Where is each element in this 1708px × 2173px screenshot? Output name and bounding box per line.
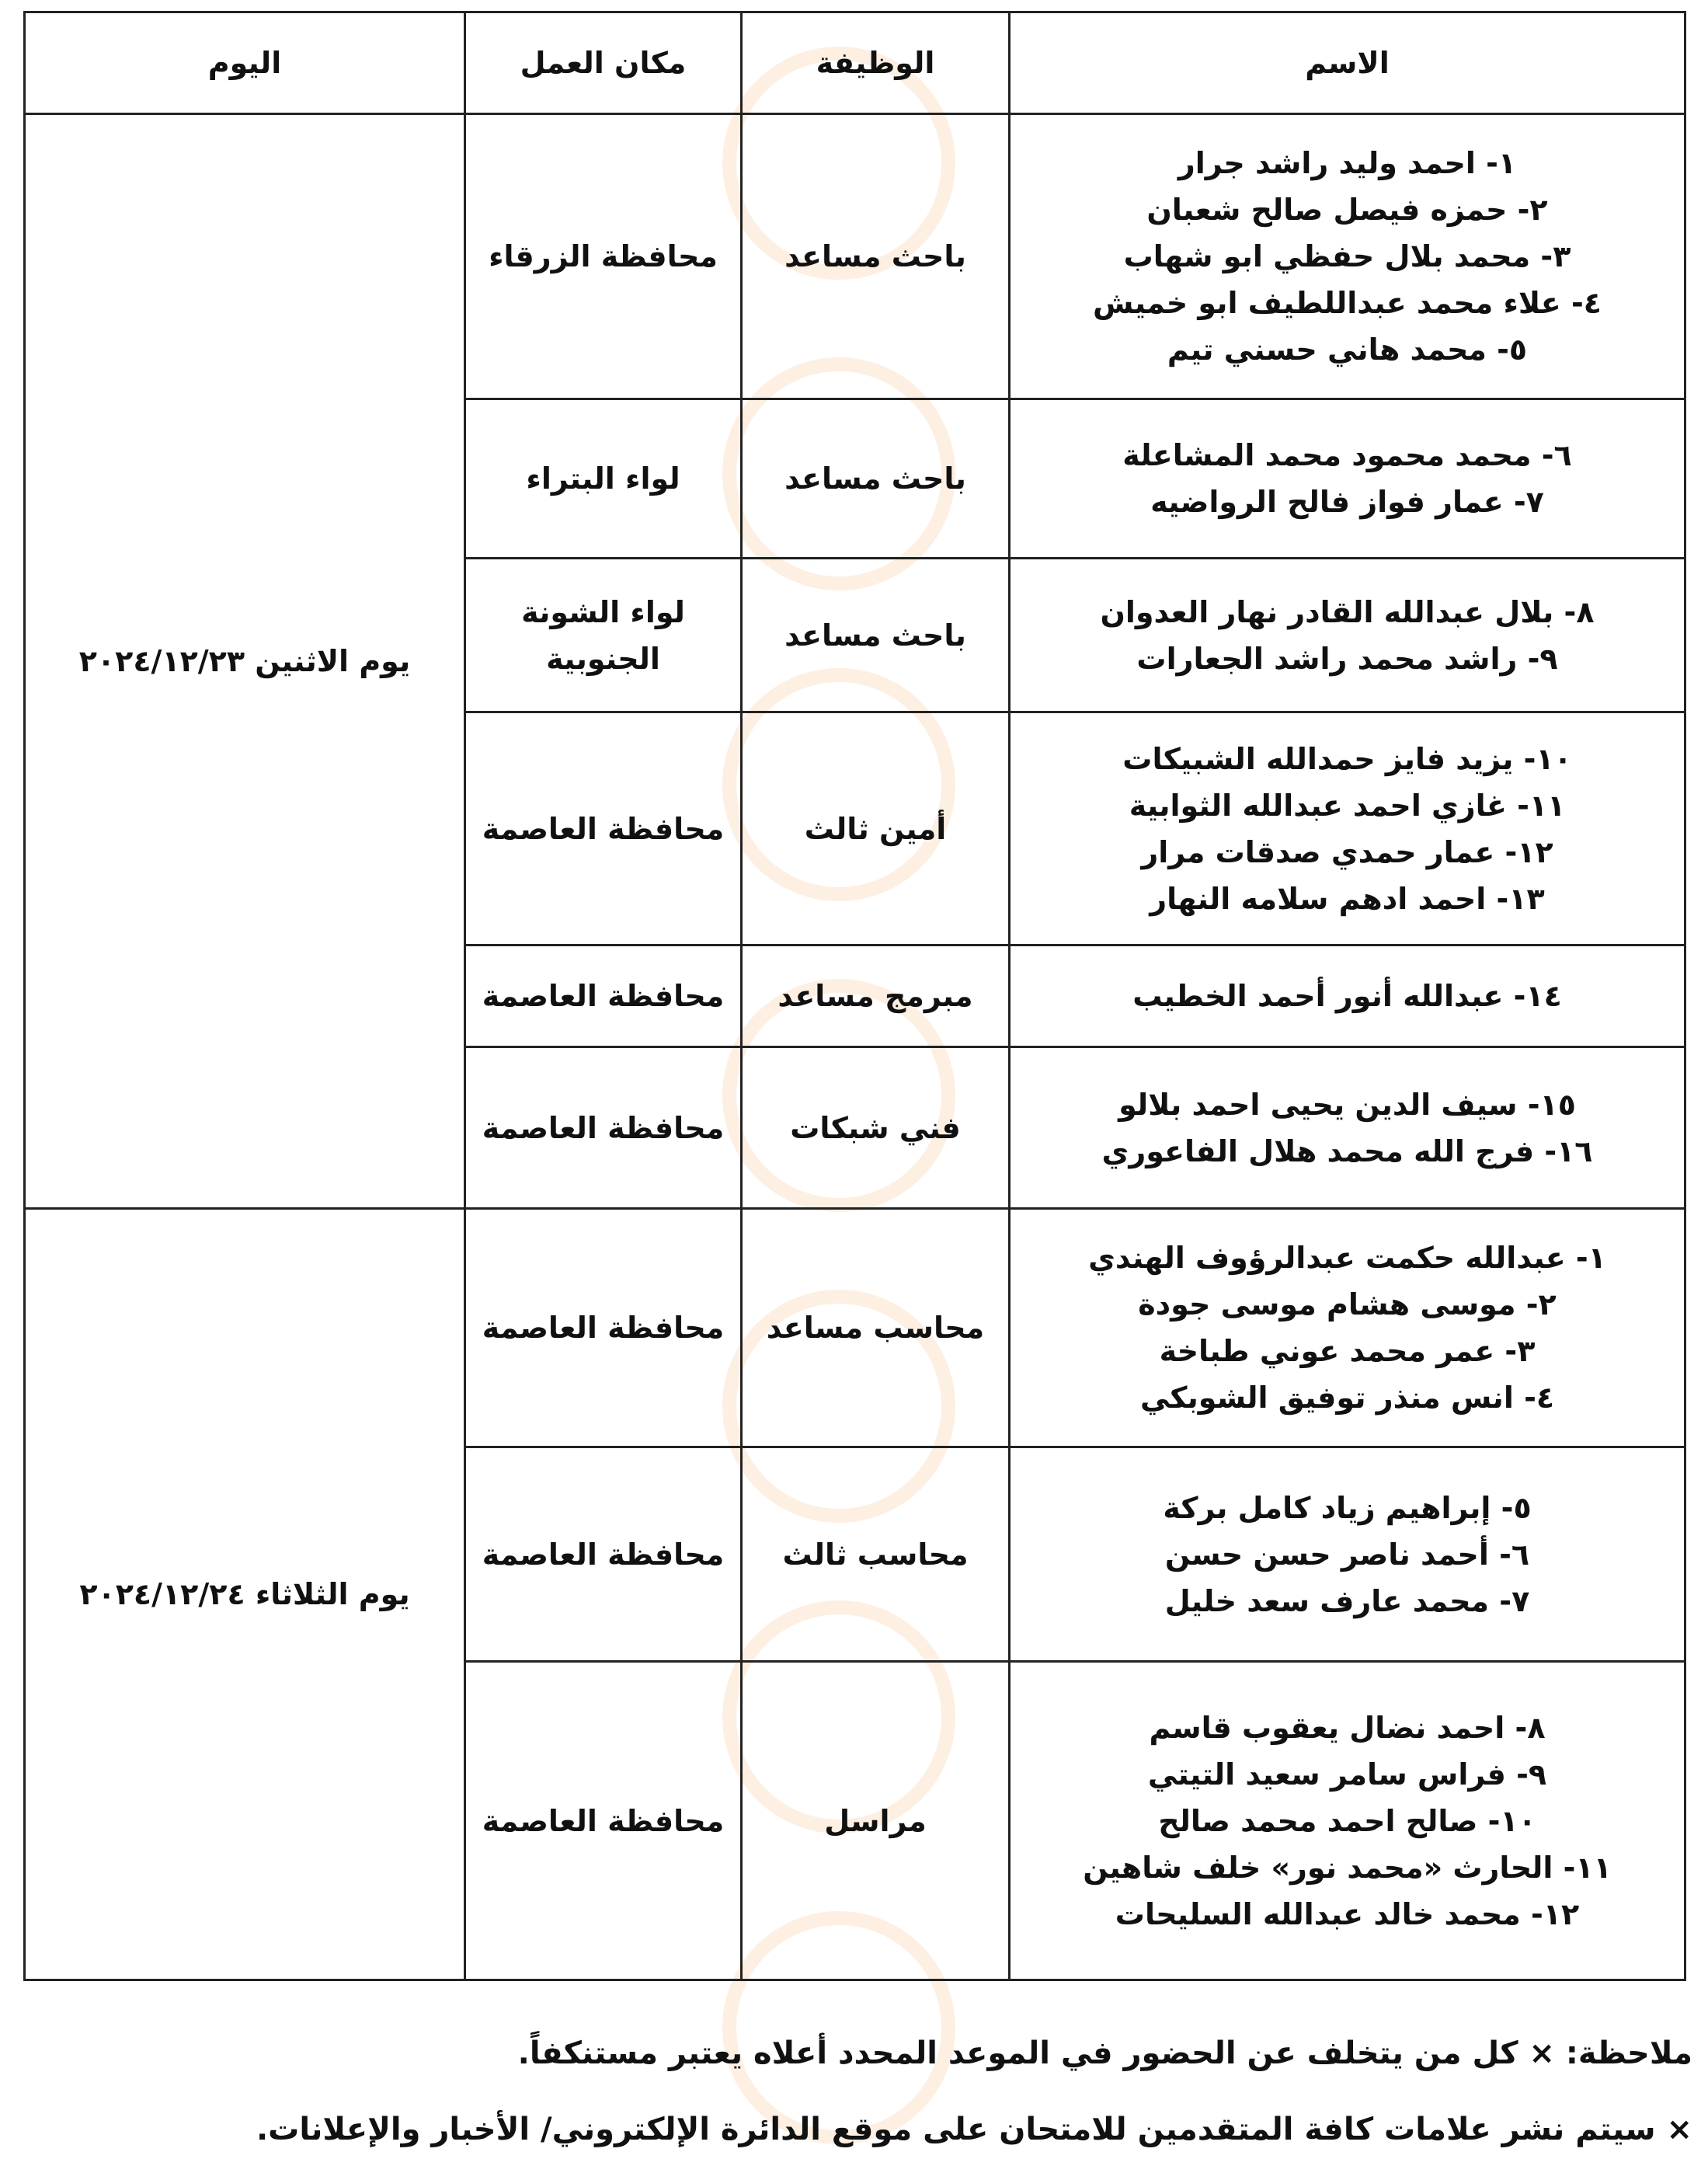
candidate-name: ٥- محمد هاني حسني تيم <box>1167 333 1528 367</box>
day-cell: يوم الاثنين ٢٠٢٤/١٢/٢٣ <box>25 114 465 1209</box>
candidate-name: ١١- غازي احمد عبدالله الثوابية <box>1129 788 1566 823</box>
table-row <box>25 1209 1685 1447</box>
candidate-name: ٧- عمار فواز فالح الرواضيه <box>1150 485 1544 519</box>
names-cell <box>1010 945 1685 1047</box>
candidates-table <box>23 11 1686 1981</box>
job-cell: باحث مساعد <box>742 399 1010 559</box>
candidate-name: ١٠- يزيد فايز حمدالله الشبيكات <box>1122 741 1572 776</box>
job-cell: باحث مساعد <box>742 559 1010 712</box>
candidate-name: ٤- علاء محمد عبداللطيف ابو خميش <box>1093 286 1602 320</box>
place-cell: محافظة العاصمة <box>465 712 742 945</box>
candidate-name: ٤- انس منذر توفيق الشوبكي <box>1139 1381 1555 1415</box>
names-cell <box>1010 1662 1685 1980</box>
place-cell: لواء الشونة الجنوبية <box>465 559 742 712</box>
job-cell: أمين ثالث <box>742 712 1010 945</box>
names-cell <box>1010 712 1685 945</box>
candidate-name: ٥- إبراهيم زياد كامل بركة <box>1163 1490 1532 1525</box>
place-cell: محافظة العاصمة <box>465 1662 742 1980</box>
header-place: مكان العمل <box>465 12 742 114</box>
job-cell: مراسل <box>742 1662 1010 1980</box>
names-cell <box>1010 114 1685 399</box>
header-day: اليوم <box>25 12 465 114</box>
day-cell: يوم الثلاثاء ٢٠٢٤/١٢/٢٤ <box>25 1209 465 1980</box>
candidate-name: ١- عبدالله حكمت عبدالرؤوف الهندي <box>1088 1241 1606 1275</box>
job-cell: باحث مساعد <box>742 114 1010 399</box>
place-cell: محافظة العاصمة <box>465 945 742 1047</box>
candidate-name: ٢- موسى هشام موسى جودة <box>1138 1287 1557 1322</box>
candidate-name: ١٢- محمد خالد عبدالله السليحات <box>1115 1896 1580 1931</box>
candidate-name: ٦- أحمد ناصر حسن حسن <box>1164 1537 1530 1572</box>
candidate-name: ٩- فراس سامر سعيد التيتي <box>1147 1757 1547 1792</box>
job-cell: فني شبكات <box>742 1047 1010 1209</box>
names-cell <box>1010 1447 1685 1662</box>
names-cell <box>1010 1047 1685 1209</box>
candidate-name: ٩- راشد محمد راشد الجعارات <box>1136 641 1558 676</box>
place-cell: محافظة العاصمة <box>465 1209 742 1447</box>
job-cell: محاسب مساعد <box>742 1209 1010 1447</box>
place-cell: محافظة العاصمة <box>465 1047 742 1209</box>
job-cell: محاسب ثالث <box>742 1447 1010 1662</box>
candidate-name: ٣- محمد بلال حفظي ابو شهاب <box>1123 239 1571 273</box>
place-cell: محافظة الزرقاء <box>465 114 742 399</box>
candidate-name: ٨- بلال عبدالله القادر نهار العدوان <box>1100 594 1595 629</box>
candidate-name: ٦- محمد محمود محمد المشاعلة <box>1122 438 1572 472</box>
header-row <box>25 12 1685 114</box>
candidate-name: ١٤- عبدالله أنور أحمد الخطيب <box>1132 979 1562 1013</box>
candidate-name: ١٠- صالح احمد محمد صالح <box>1158 1803 1536 1838</box>
note-results: × سيتم نشر علامات كافة المتقدمين للامتحان على موقع الدائرة الإلكتروني/ الأخبار والإعلانات. <box>256 2112 1692 2147</box>
candidate-name: ١٦- فرج الله محمد هلال الفاعوري <box>1101 1134 1593 1168</box>
names-cell <box>1010 399 1685 559</box>
candidate-name: ٧- محمد عارف سعد خليل <box>1164 1583 1530 1618</box>
candidate-name: ١- احمد وليد راشد جرار <box>1178 146 1517 180</box>
place-cell: لواء البتراء <box>465 399 742 559</box>
place-cell: محافظة العاصمة <box>465 1447 742 1662</box>
candidate-name: ٢- حمزه فيصل صالح شعبان <box>1146 193 1548 227</box>
candidate-name: ٣- عمر محمد عوني طباخة <box>1159 1334 1536 1368</box>
header-job: الوظيفة <box>742 12 1010 114</box>
candidate-name: ١٣- احمد ادهم سلامه النهار <box>1150 881 1545 916</box>
names-cell <box>1010 559 1685 712</box>
table-row <box>25 114 1685 399</box>
candidate-name: ١١- الحارث «محمد نور» خلف شاهين <box>1083 1850 1612 1885</box>
candidate-name: ١٢- عمار حمدي صدقات مرار <box>1141 834 1553 869</box>
candidate-name: ١٥- سيف الدين يحيى احمد بلالو <box>1118 1087 1576 1122</box>
names-cell <box>1010 1209 1685 1447</box>
candidate-name: ٨- احمد نضال يعقوب قاسم <box>1149 1710 1546 1745</box>
header-name: الاسم <box>1010 12 1685 114</box>
job-cell: مبرمج مساعد <box>742 945 1010 1047</box>
note-absence: ملاحظة: × كل من يتخلف عن الحضور في الموعد المحدد أعلاه يعتبر مستنكفاً. <box>517 2035 1692 2071</box>
